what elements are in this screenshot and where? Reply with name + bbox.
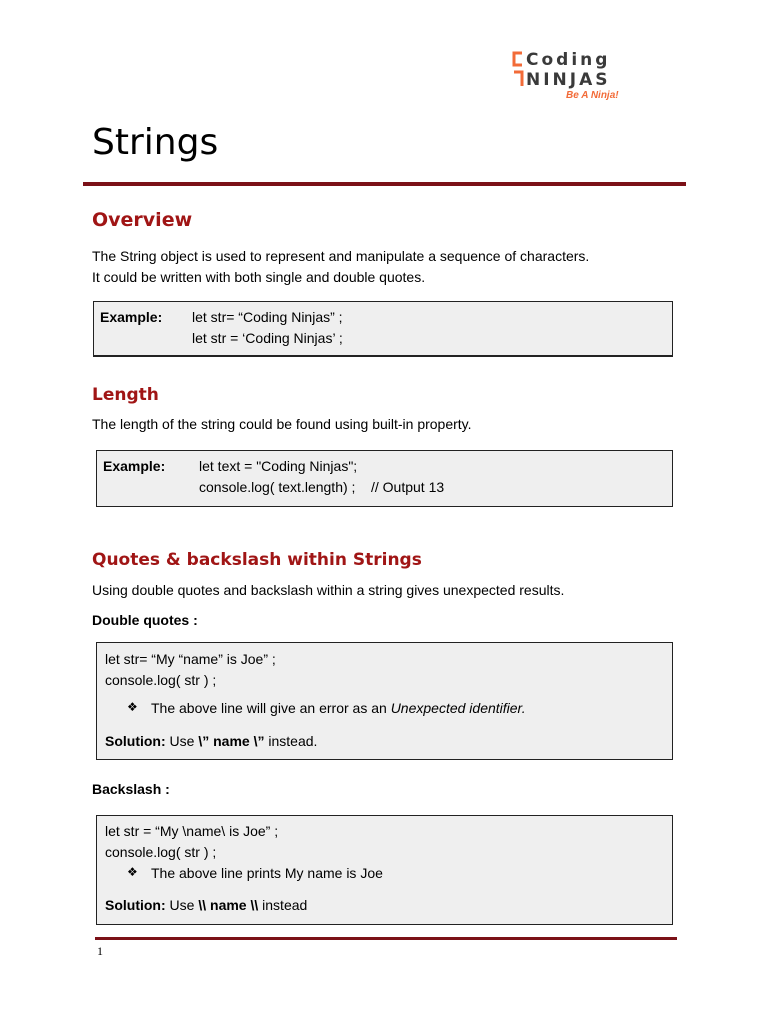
diamond-bullet-icon: ❖ xyxy=(127,700,138,714)
solution-code: \” name \” xyxy=(198,733,265,749)
solution-pre: Use xyxy=(165,897,199,913)
code-line: console.log( str ) ; xyxy=(105,672,217,688)
solution-label: Solution: xyxy=(105,897,166,913)
bullet-text: The above line prints My name is Joe xyxy=(151,865,383,881)
backslash-label: Backslash : xyxy=(92,781,170,797)
overview-line-2: It could be written with both single and double quotes. xyxy=(92,269,426,285)
double-quotes-box xyxy=(96,642,673,760)
overview-line-1: The String object is used to represent and manipulate a sequence of characters. xyxy=(92,248,590,264)
solution-pre: Use xyxy=(165,733,199,749)
code-line: let str = “My \name\ is Joe” ; xyxy=(105,823,279,839)
bullet-text xyxy=(151,700,526,716)
error-type: Unexpected identifier. xyxy=(390,700,526,716)
example-code-line: let str= “Coding Ninjas” ; xyxy=(192,309,343,325)
solution-post: instead. xyxy=(264,733,318,749)
length-text: The length of the string could be found using built-in property. xyxy=(92,416,472,432)
diamond-bullet-icon: ❖ xyxy=(127,865,138,879)
example-code-line: let str = ‘Coding Ninjas’ ; xyxy=(192,330,343,346)
length-example-box xyxy=(96,450,673,507)
example-code-line: let text = "Coding Ninjas"; xyxy=(199,458,358,474)
example-label: Example: xyxy=(100,309,163,325)
length-heading: Length xyxy=(92,385,159,405)
quotes-text: Using double quotes and backslash within a string gives unexpected results. xyxy=(92,582,565,598)
quotes-heading: Quotes & backslash within Strings xyxy=(92,550,422,570)
footer-divider xyxy=(95,937,677,940)
page-number: 1 xyxy=(97,944,103,958)
logo-tagline: Be A Ninja! xyxy=(566,90,619,101)
code-line: let str= “My “name” is Joe” ; xyxy=(105,651,276,667)
solution-code: \\ name \\ xyxy=(198,897,259,913)
solution-line xyxy=(105,733,317,749)
solution-post: instead xyxy=(258,897,308,913)
logo-line2: NINJAS xyxy=(526,70,611,90)
example-code-line: console.log( text.length) ; // Output 13 xyxy=(199,479,445,495)
overview-heading: Overview xyxy=(92,209,193,231)
code-line: console.log( str ) ; xyxy=(105,844,217,860)
overview-example-box xyxy=(93,301,673,357)
example-label: Example: xyxy=(103,458,166,474)
double-quotes-label: Double quotes : xyxy=(92,612,198,628)
page-title: Strings xyxy=(92,122,219,163)
backslash-box xyxy=(96,815,673,925)
solution-line xyxy=(105,897,307,913)
title-divider xyxy=(83,182,686,186)
coding-ninjas-logo xyxy=(512,50,632,105)
bullet-prefix: The above line will give an error as an xyxy=(151,700,391,716)
logo-line1: Coding xyxy=(526,50,611,70)
solution-label: Solution: xyxy=(105,733,166,749)
